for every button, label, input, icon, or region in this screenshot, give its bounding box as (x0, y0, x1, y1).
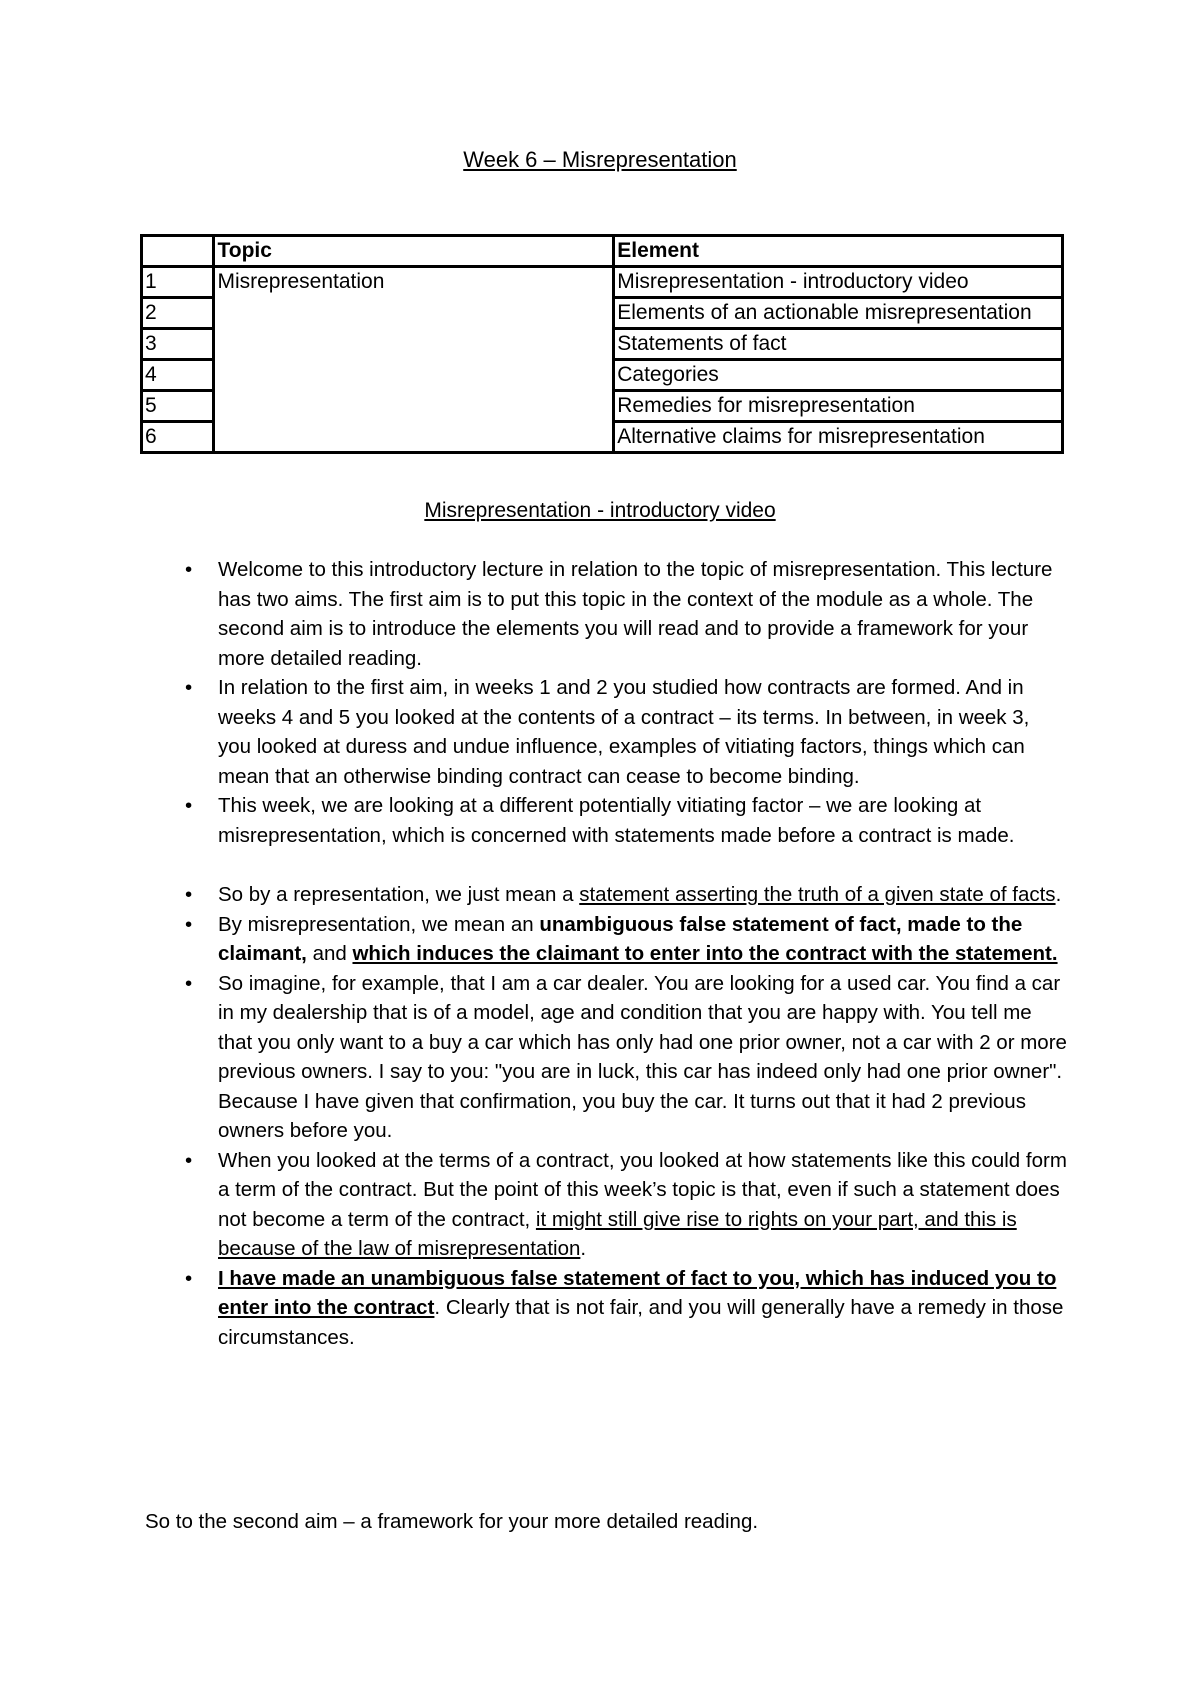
section-title: Misrepresentation - introductory video (424, 499, 776, 522)
bullet-icon: • (185, 558, 193, 581)
bullet-icon: • (185, 971, 193, 995)
bullet-text: . (1055, 883, 1062, 906)
row-number: 1 (142, 267, 214, 298)
bullet-text: . (580, 1237, 587, 1260)
bullet-icon: • (185, 794, 193, 817)
bullet-text: In relation to the first aim, in weeks 1 and 2 you studied how contracts are formed. And in weeks 4 and 5 you looked at the contents of a contract – its terms. In between, in week 3, you looked at duress and undue influence, examples of vitiating factors, things which can mean that an otherwise binding contract can cease to become binding. (218, 676, 1030, 788)
row-element: Misrepresentation - introductory video (614, 267, 1063, 298)
bullet-list (185, 555, 1068, 1352)
bullet-text: So by a representation, we just mean a (218, 883, 580, 906)
bullet-icon: • (185, 1266, 193, 1290)
bullet-icon: • (185, 883, 193, 906)
row-number: 3 (142, 329, 214, 360)
row-element: Categories (614, 360, 1063, 391)
bullet-text: When you looked at the terms of a contract, you looked at how statements like this could form a term of the contract. But the point of this week’s topic is that, even if such a statement does not become a term of the contract, (218, 1148, 1067, 1231)
bullet-text-bold-underlined: I have made an unambiguous false statement of fact to you, which has induced you to enter into the contract (218, 1266, 1057, 1319)
row-element: Alternative claims for misrepresentation (614, 422, 1063, 453)
bullet-text-bold: unambiguous false statement of fact, made to the claimant, (218, 912, 1023, 965)
list-item (185, 969, 1068, 1146)
closing-paragraph: So to the second aim – a framework for your more detailed reading. (145, 1510, 759, 1533)
row-element: Statements of fact (614, 329, 1063, 360)
bullet-text: By misrepresentation, we mean an (218, 912, 540, 936)
bullet-icon: • (185, 912, 193, 936)
row-number: 4 (142, 360, 214, 391)
list-item (185, 555, 1068, 673)
row-element: Elements of an actionable misrepresentation (614, 298, 1063, 329)
table-header-row (142, 236, 1063, 267)
header-element: Element (614, 236, 1063, 267)
page-title: Week 6 – Misrepresentation (463, 147, 737, 172)
topic-cell: Misrepresentation (214, 267, 614, 453)
bullet-text: . Clearly that is not fair, and you will generally have a remedy in those circumstances. (218, 1296, 1064, 1349)
week-elements-table (140, 234, 1064, 454)
bullet-text: So imagine, for example, that I am a car dealer. You are looking for a used car. You find a car in my dealership that is of a model, age and condition that you are happy with. You tell me that you only want to a buy a car which has only had one prior owner, not a car with 2 or more previous owners. I say to you: "you are in luck, this car has indeed only had one prior owner". Because I have given that confirmation, you buy the car. It turns out that it had 2 previous owners before you. (218, 971, 1067, 1142)
bullet-icon: • (185, 676, 193, 699)
row-number: 6 (142, 422, 214, 453)
table-row (142, 267, 1063, 298)
list-item (185, 880, 1068, 910)
list-item (185, 1264, 1068, 1353)
list-item (185, 1146, 1068, 1264)
bullet-text: This week, we are looking at a different potentially vitiating factor – we are looking at misrepresentation, which is concerned with statements made before a contract is made. (218, 794, 1015, 847)
list-item (185, 910, 1068, 969)
header-topic: Topic (214, 236, 614, 267)
row-number: 2 (142, 298, 214, 329)
bullet-icon: • (185, 1148, 193, 1172)
bullet-text: and (306, 942, 353, 965)
bullet-text: Welcome to this introductory lecture in relation to the topic of misrepresentation. This lecture has two aims. The first aim is to put this topic in the context of the module as a whole. The second aim is to introduce the elements you will read and to provide a framework for your more detailed reading. (218, 558, 1053, 670)
list-item (185, 673, 1068, 791)
row-number: 5 (142, 391, 214, 422)
bullet-text-underlined: it might still give rise to rights on your part, and this is because of the law of misrepresentation (218, 1207, 1017, 1260)
bullet-text-underlined: statement asserting the truth of a given state of facts (579, 883, 1056, 906)
header-number (142, 236, 214, 267)
row-element: Remedies for misrepresentation (614, 391, 1063, 422)
list-item (185, 791, 1068, 850)
bullet-text-bold-underlined: which induces the claimant to enter into the contract with the statement. (352, 942, 1058, 965)
